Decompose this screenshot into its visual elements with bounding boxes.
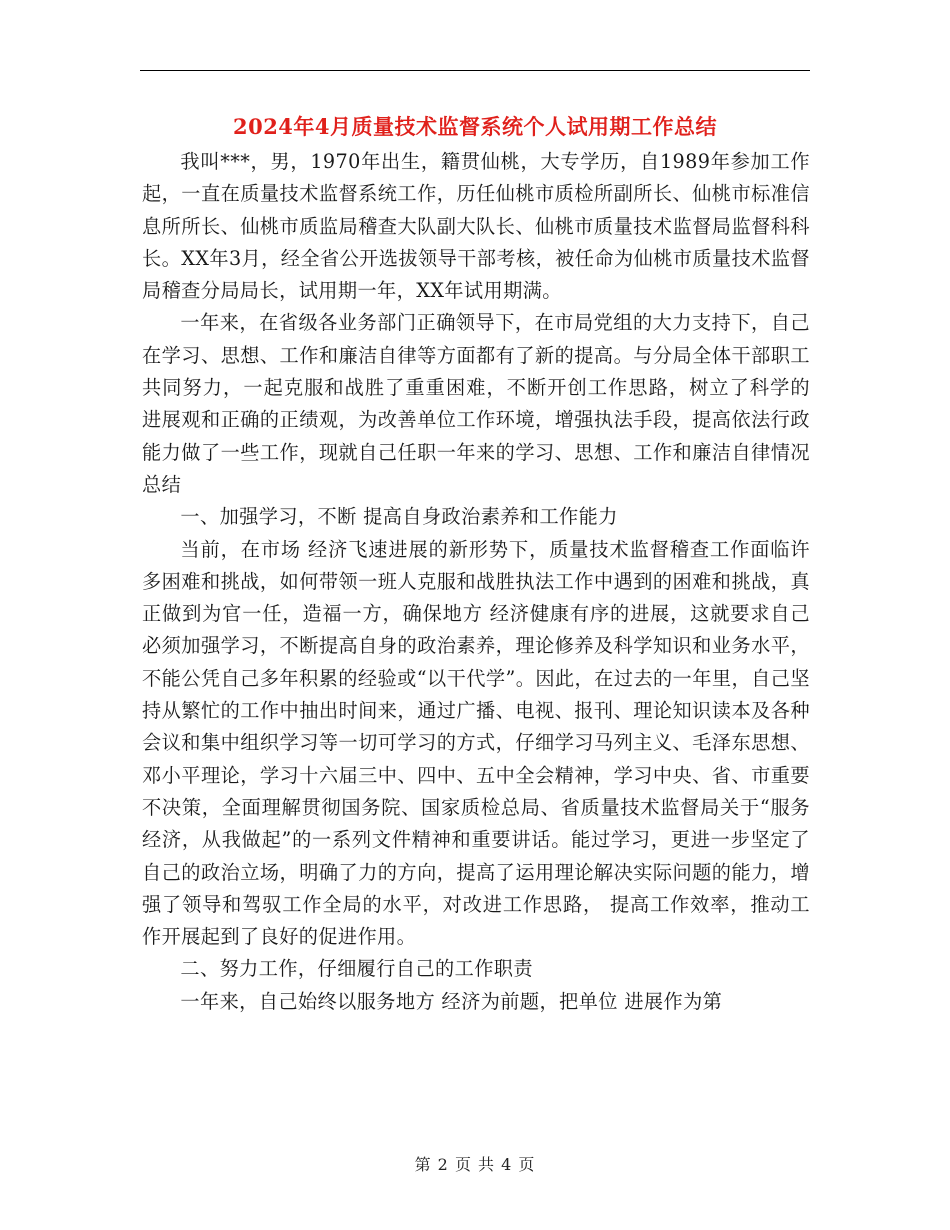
paragraph-work: 一年来，自己始终以服务地方 经济为前题，把单位 进展作为第 [180,989,723,1013]
section-heading-1: 一、加强学习，不断 提高自身政治素养和工作能力 [180,505,618,529]
document-body [142,146,810,1018]
section-heading-2: 二、努力工作，仔细履行自己的工作职责 [180,957,533,981]
header-rule [140,70,810,71]
document-title: 2024年4月质量技术监督系统个人试用期工作总结 [232,114,718,139]
paragraph-overview: 一年来，在省级各业务部门正确领导下，在市局党组的大力支持下，自己在学习、思想、工作和廉洁自律等方面都有了新的提高。与分局全体干部职工共同努力，一起克服和战胜了重重困难，不断开创工作思路，树立了科学的 进展观和正确的正绩观，为改善单位工作环境，增强执法手段，提高依法行政能力做了一些工作，现就自己任职一年来的学习、思想、工作和廉洁自律情况 总结 [142,311,810,496]
paragraph-intro: 我叫***，男，1970年出生，籍贯仙桃，大专学历，自1989年参加工作起，一直在质量技术监督系统工作，历任仙桃市质检所副所长、仙桃市标准信息所所长、仙桃市质监局稽查大队副大队长、仙桃市质量技术监督局监督科科长。XX年3月，经全省公开选拔领导干部考核，被任命为仙桃市质量技术监督局稽查分局局长，试用期一年，XX年试用期满。 [142,150,810,303]
page-number: 第 2 页 共 4 页 [414,1155,536,1174]
paragraph-study: 当前，在市场 经济飞速进展的新形势下，质量技术监督稽查工作面临许多困难和挑战，如何带领一班人克服和战胜执法工作中遇到的困难和挑战，真正做到为官一任，造福一方，确保地方 经济健康有序的进展，这就要求自己必须加强学习，不断提高自身的政治素养，理论修养及科学知识和业务水平，不能公凭自己多年积累的经验或“以干代学”。因此，在过去的一年里，自己坚持从繁忙的工作中抽出时间来，通过广播、电视、报刊、理论知识读本及各种会议和集中组织学习等一切可学习的方式，仔细学习马列主义、毛泽东思想、邓小平理论，学习十六届三中、四中、五中全会精神，学习中央、省、市重要不决策，全面理解贯彻国务院、国家质检总局、省质量技术监督局关于“服务经济，从我做起”的一系列文件精神和重要讲话。能过学习，更进一步坚定了自己的政治立场，明确了力的方向，提高了运用理论解决实际问题的能力，增强了领导和驾驭工作全局的水平，对改进工作思路， 提高工作效率，推动工作开展起到了良好的促进作用。 [142,537,810,949]
